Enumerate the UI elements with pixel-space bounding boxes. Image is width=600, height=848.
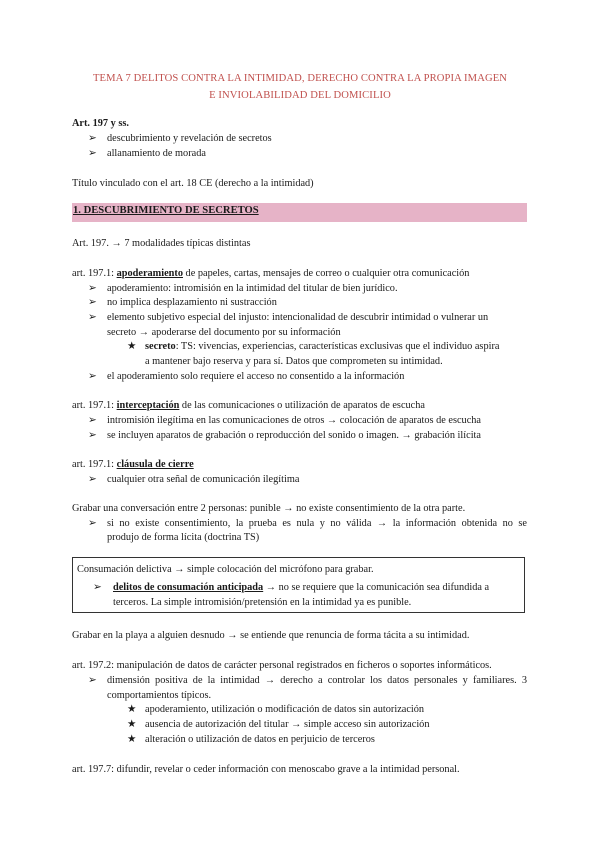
list-item-text: no implica desplazamiento ni sustracción — [107, 297, 277, 308]
list-item — [88, 428, 481, 443]
list-item-text: si no existe consentimiento, la prueba es nula y no válida → la información obtenida no se — [107, 518, 527, 529]
arrow-bullet-icon: ➢ — [88, 518, 97, 529]
modalidades-text: Art. 197. → 7 modalidades típicas distintas — [72, 238, 251, 249]
star-item-text: ausencia de autorización del titular → simple acceso sin autorización — [145, 719, 430, 730]
list-item-text: intromisión ilegítima en las comunicaciones de otros → colocación de aparatos de escucha — [107, 415, 481, 426]
playa-text: Grabar en la playa a alguien desnudo → se entiende que renuncia de forma tácita a su intimidad. — [72, 630, 470, 641]
star-item — [127, 732, 375, 747]
list-item — [88, 146, 206, 161]
paragraph-clausula — [72, 457, 194, 472]
list-item-text: dimensión positiva de la intimidad → derecho a controlar los datos personales y familiares. 3 — [107, 675, 527, 686]
arrow-bullet-icon: ➢ — [88, 371, 97, 382]
key-term: delitos de consumación anticipada — [113, 582, 264, 593]
star-item — [127, 339, 499, 354]
list-item-text: allanamiento de morada — [107, 148, 206, 159]
list-item — [88, 673, 527, 688]
star-item-text: : TS: vivencias, experiencias, características exclusivas que el individuo aspira — [175, 341, 500, 352]
list-item-continuation: secreto → apoderarse del documento por su información — [107, 327, 341, 338]
arrow-bullet-icon: ➢ — [88, 430, 97, 441]
box-line-1: Consumación delictiva → simple colocación del micrófono para grabar. — [77, 564, 374, 575]
arrow-bullet-icon: ➢ — [88, 675, 97, 686]
arrow-bullet-icon: ➢ — [88, 297, 97, 308]
key-term: interceptación — [116, 400, 180, 411]
arrow-bullet-icon: ➢ — [88, 415, 97, 426]
star-item-continuation: a mantener bajo reserva y para sí. Datos que comprometen su intimidad. — [145, 356, 443, 367]
art197-heading: Art. 197 y ss. — [72, 118, 129, 129]
list-item-text: elemento subjetivo especial del injusto: intencionalidad de descubrir intimidad o vulnerar un — [107, 312, 489, 323]
list-item — [88, 413, 481, 428]
arrow-bullet-icon: ➢ — [88, 312, 97, 323]
box-list-item — [93, 580, 489, 595]
arrow-bullet-icon: ➢ — [93, 582, 102, 593]
key-term: cláusula de cierre — [116, 459, 194, 470]
list-item-continuation: produjo de forma lícita (doctrina TS) — [107, 532, 260, 543]
list-item-text: cualquier otra señal de comunicación ilegítima — [107, 474, 300, 485]
star-item — [127, 717, 429, 732]
title-line-2: E INVIOLABILIDAD DEL DOMICILIO — [209, 90, 391, 101]
arrow-bullet-icon: ➢ — [88, 283, 97, 294]
article-ref: art. 197.1: — [72, 268, 115, 279]
box-list-text: → no se requiere que la comunicación sea difundida a — [263, 582, 490, 593]
list-item — [88, 281, 398, 296]
vinculado-text: Título vinculado con el art. 18 CE (derecho a la intimidad) — [72, 178, 314, 189]
paragraph-interceptacion — [72, 398, 425, 413]
star-bullet-icon: ★ — [127, 341, 137, 352]
section-title: 1. DESCUBRIMIENTO DE SECRETOS — [73, 205, 259, 216]
title-line-1: TEMA 7 DELITOS CONTRA LA INTIMIDAD, DERECHO CONTRA LA PROPIA IMAGEN — [92, 73, 508, 84]
arrow-bullet-icon: ➢ — [88, 474, 97, 485]
page-title — [60, 70, 540, 104]
list-item-continuation: comportamientos típicos. — [107, 690, 212, 701]
grabar-text: Grabar una conversación entre 2 personas: punible → no existe consentimiento de la otra parte. — [72, 503, 466, 514]
paragraph-text: de papeles, cartas, mensajes de correo o cualquier otra comunicación — [182, 268, 470, 279]
list-item — [88, 295, 277, 310]
article-ref: art. 197.1: — [72, 459, 115, 470]
list-item — [88, 472, 299, 487]
list-item — [88, 369, 404, 384]
arrow-bullet-icon: ➢ — [88, 133, 97, 144]
star-item-text: alteración o utilización de datos en perjuicio de terceros — [145, 734, 375, 745]
key-term: apoderamiento — [116, 268, 183, 279]
box-line-3: terceros. La simple intromisión/pretensión en la intimidad ya es punible. — [113, 597, 412, 608]
list-item-text: el apoderamiento solo requiere el acceso no consentido a la información — [107, 371, 405, 382]
list-item — [88, 310, 488, 325]
list-item-text: apoderamiento: intromisión en la intimidad del titular de bien jurídico. — [107, 283, 398, 294]
list-item-text: se incluyen aparatos de grabación o reproducción del sonido o imagen. → grabación ilícita — [107, 430, 481, 441]
list-item — [88, 131, 272, 146]
star-bullet-icon: ★ — [127, 734, 137, 745]
paragraph-text: de las comunicaciones o utilización de aparatos de escucha — [179, 400, 425, 411]
section-header — [72, 203, 527, 222]
list-item — [88, 516, 527, 531]
star-item-text: apoderamiento, utilización o modificación de datos sin autorización — [145, 704, 425, 715]
paragraph-197-7: art. 197.7: difundir, revelar o ceder información con menoscabo grave a la intimidad personal. — [72, 764, 460, 775]
key-term: secreto — [145, 341, 176, 352]
paragraph-apoderamiento — [72, 266, 469, 281]
list-item-text: descubrimiento y revelación de secretos — [107, 133, 272, 144]
star-bullet-icon: ★ — [127, 704, 137, 715]
star-item — [127, 702, 424, 717]
article-ref: art. 197.1: — [72, 400, 115, 411]
arrow-bullet-icon: ➢ — [88, 148, 97, 159]
paragraph-197-2: art. 197.2: manipulación de datos de carácter personal registrados en ficheros o soportes informáticos. — [72, 660, 492, 671]
star-bullet-icon: ★ — [127, 719, 137, 730]
